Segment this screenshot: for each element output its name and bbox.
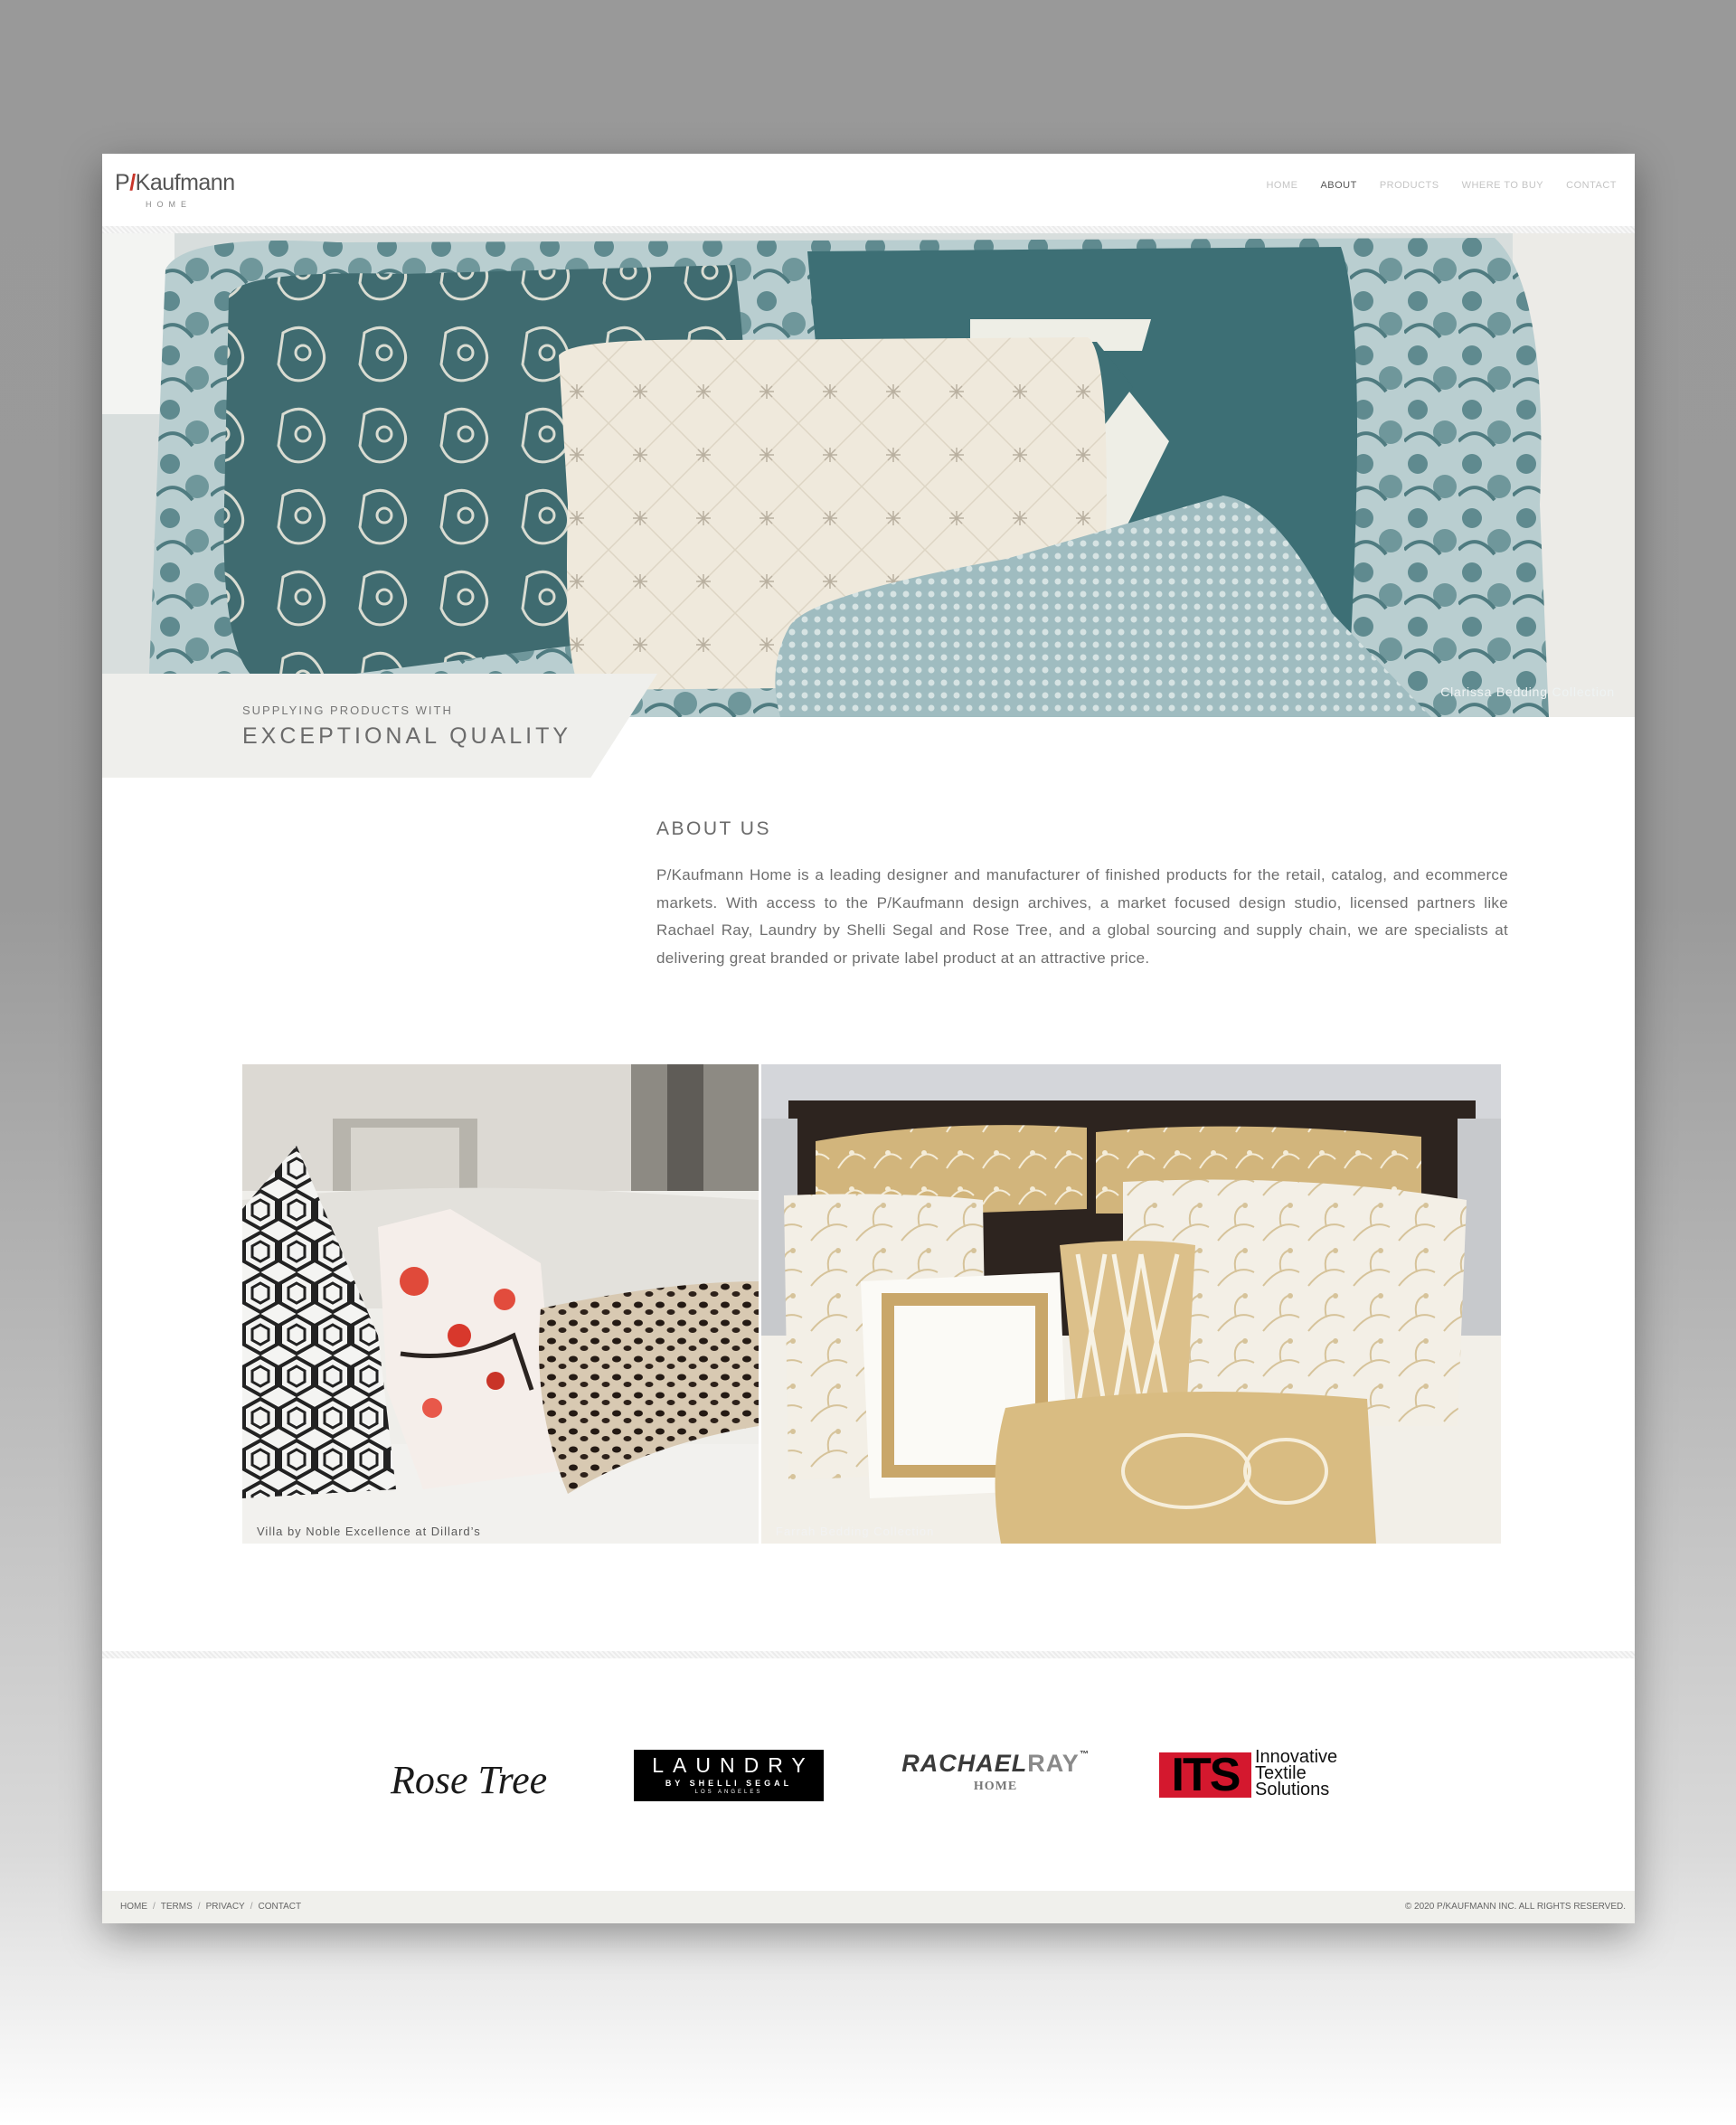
hero-image [102, 233, 1635, 717]
laundry-byline: BY SHELLI SEGAL [665, 1779, 793, 1788]
laundry-wordmark: LAUNDRY [652, 1753, 815, 1777]
nav-products[interactable]: PRODUCTS [1379, 180, 1439, 191]
logo-wordmark: P/Kaufmann [115, 170, 235, 195]
site-logo[interactable] [115, 170, 259, 210]
footer-link-contact[interactable]: CONTACT [258, 1902, 302, 1912]
laundry-location: LOS ANGELES [694, 1790, 763, 1795]
rose-tree-text: Rose Tree [391, 1758, 548, 1802]
rachael-ray-wordmark: RACHAELRAY™ [901, 1750, 1090, 1777]
rachael-ray-home: HOME [973, 1780, 1018, 1793]
footer-link-home[interactable]: HOME [120, 1902, 147, 1912]
rachael-ray-logo[interactable] [892, 1750, 1099, 1813]
header-divider [102, 226, 1635, 233]
main-nav [1266, 180, 1617, 191]
sofa-pillows-photo [242, 1064, 759, 1544]
footer [102, 1891, 1635, 1923]
nav-home[interactable]: HOME [1266, 180, 1298, 191]
webpage [102, 154, 1635, 1923]
pillows-photo [102, 233, 1635, 717]
tagline-small: SUPPLYING PRODUCTS WITH [242, 704, 453, 717]
logo-subtitle: HOME [146, 200, 192, 209]
rose-tree-logo[interactable] [389, 1750, 565, 1813]
footer-links: HOME / TERMS / PRIVACY / CONTACT [120, 1902, 302, 1912]
logos-divider [102, 1651, 1635, 1658]
gallery-image-villa [242, 1064, 759, 1544]
laundry-logo[interactable] [634, 1750, 824, 1801]
nav-contact[interactable]: CONTACT [1566, 180, 1617, 191]
its-wordmark: Innovative Textile Solutions [1255, 1747, 1338, 1799]
tagline-heading: EXCEPTIONAL QUALITY [242, 723, 572, 749]
footer-link-terms[interactable]: TERMS [160, 1902, 193, 1912]
about-body: P/Kaufmann Home is a leading designer and manufacturer of finished products for the retail, catalog, and ecommerce markets. With access to the P/Kaufmann design archives, a market focused design studio, licensed partners like Rachael Ray, Laundry by Shelli Segal and Rose Tree, and a global sourcing and supply chain, we are specialists at delivering great branded or private label product at an attractive price. [656, 866, 1508, 967]
footer-link-privacy[interactable]: PRIVACY [205, 1902, 245, 1912]
its-logo[interactable] [1159, 1747, 1367, 1810]
nav-about[interactable]: ABOUT [1320, 180, 1357, 191]
copyright: © 2020 P/KAUFMANN INC. ALL RIGHTS RESERVED. [1404, 1902, 1626, 1912]
nav-where-to-buy[interactable]: WHERE TO BUY [1461, 180, 1544, 191]
about-heading: ABOUT US [656, 818, 771, 839]
hero-caption: Clarissa Bedding Collection [1440, 685, 1615, 699]
gallery-caption-villa: Villa by Noble Excellence at Dillard’s [257, 1525, 481, 1538]
rose-tree-wordmark [389, 1750, 565, 1813]
bed-pillows-photo [761, 1064, 1501, 1544]
partner-logos [102, 1747, 1635, 1849]
gallery-caption-farrah: Farrah Bedding Collection [776, 1525, 935, 1538]
its-mark: ITS [1159, 1752, 1251, 1798]
gallery-image-farrah [761, 1064, 1501, 1544]
